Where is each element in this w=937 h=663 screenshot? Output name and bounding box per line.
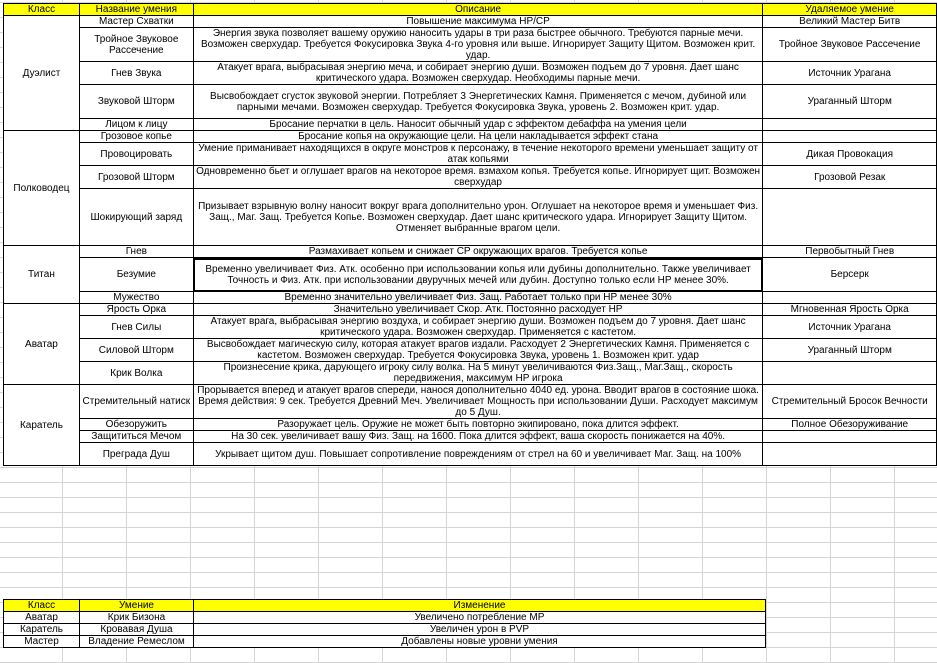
table-row — [4, 292, 937, 304]
header-row — [4, 600, 766, 612]
class-cell[interactable]: Аватар — [4, 304, 80, 385]
skills-removed-table — [3, 3, 937, 466]
header-change[interactable]: Изменение — [194, 600, 766, 612]
skills-changed-table — [3, 599, 766, 648]
table-row — [4, 304, 937, 316]
skill-cell[interactable]: Тройное Звуковое Рассечение — [79, 28, 193, 62]
removed-skill-cell[interactable] — [763, 119, 937, 131]
description-cell[interactable]: Призывает взрывную волну наносит вокруг врага дополнительно урон. Оглушает на некоторое время и уменьшает Физ. Защ., Маг. Защ. Требуется Копье. Возможен сверхудар. Дает шанс критического удара. Игнорирует Защиту Щитом. Отменяет выбранные врагом цели. — [193, 189, 763, 246]
description-cell[interactable]: Энергия звука позволяет вашему оружию наносить удары в три раза быстрее обычного. Требуются парные мечи. Возможен сверхудар. Требуется Фокусировка Звука 4-го уровня или выше. Игнорирует Защиту Щитом. Возможен крит. удар. — [193, 28, 763, 62]
table-row — [4, 85, 937, 119]
removed-skill-cell[interactable]: Грозовой Резак — [763, 166, 937, 189]
header-class[interactable]: Класс — [4, 4, 80, 16]
description-cell[interactable]: Временно увеличивает Физ. Атк. особенно при использовании копья или дубины дополнительно. Также увеличивает Точность и Физ. Атк. при использовании двуручных мечей или дубин. Доступно только если HP менее 30%. — [193, 258, 763, 292]
class-cell[interactable]: Титан — [4, 246, 80, 304]
description-cell[interactable]: Укрывает щитом душ. Повышает сопротивление повреждениям от стрел на 60 и увеличивает Маг. Защ. на 100% — [193, 443, 763, 466]
description-cell[interactable]: Высвобождает сгусток звуковой энергии. Потребляет 3 Энергетических Камня. Применяется с мечом, дубиной или парными мечами. Возможен сверхудар. Требуется Фокусировка Звука, уровень 2. Возможен крит. удар. — [193, 85, 763, 119]
removed-skill-cell[interactable] — [763, 431, 937, 443]
removed-skill-cell[interactable]: Великий Мастер Битв — [763, 16, 937, 28]
table-row — [4, 385, 937, 419]
removed-skill-cell[interactable] — [763, 362, 937, 385]
header-class[interactable]: Класс — [4, 600, 80, 612]
table-row — [4, 636, 766, 648]
description-cell[interactable]: Атакует врага, выбрасывая энергию воздуха, и собирает энергию души. Возможен подъем до 7 уровня. Дает шанс критического удара. Возможен сверхудар. Применяется с кастетом. — [193, 316, 763, 339]
removed-skill-cell[interactable] — [763, 292, 937, 304]
skill-cell[interactable]: Лицом к лицу — [79, 119, 193, 131]
removed-skill-cell[interactable] — [763, 189, 937, 246]
removed-skill-cell[interactable]: Полное Обезоруживание — [763, 419, 937, 431]
description-cell[interactable]: Значительно увеличивает Скор. Атк. Постоянно расходует HP — [193, 304, 763, 316]
removed-skill-cell[interactable]: Дикая Провокация — [763, 143, 937, 166]
description-cell[interactable]: Бросание копья на окружающие цели. На цели накладывается эффект стана — [193, 131, 763, 143]
class-cell[interactable]: Каратель — [4, 385, 80, 466]
table-row — [4, 624, 766, 636]
class-cell[interactable]: Каратель — [4, 624, 80, 636]
description-cell[interactable]: Высвобождает магическую силу, которая атакует врагов издали. Расходует 2 Энергетических Камня. Применяется с кастетом. Возможен сверхудар. Требуется Фокусировка Звука, уровень 1. Возможен крит. удар — [193, 339, 763, 362]
removed-skill-cell[interactable]: Мгновенная Ярость Орка — [763, 304, 937, 316]
class-cell[interactable]: Полководец — [4, 131, 80, 246]
skill-cell[interactable]: Гнев Силы — [79, 316, 193, 339]
skill-cell[interactable]: Шокирующий заряд — [79, 189, 193, 246]
description-cell[interactable]: Прорывается вперед и атакует врагов спереди, нанося дополнительно 4040 ед. урона. Вводит врагов в состояние шока. Время действия: 9 сек. Требуется Древний Меч. Увеличивает Мощность при использовании Души. Расходует максимум до 5 Душ. — [193, 385, 763, 419]
removed-skill-cell[interactable]: Источник Урагана — [763, 316, 937, 339]
description-cell[interactable]: Бросание перчатки в цель. Наносит обычный удар с эффектом дебаффа на умения цели — [193, 119, 763, 131]
table-row — [4, 131, 937, 143]
skill-cell[interactable]: Звуковой Шторм — [79, 85, 193, 119]
removed-skill-cell[interactable]: Первобытный Гнев — [763, 246, 937, 258]
table-row — [4, 119, 937, 131]
skill-cell[interactable]: Защититься Мечом — [79, 431, 193, 443]
skill-cell[interactable]: Крик Волка — [79, 362, 193, 385]
table-row — [4, 189, 937, 246]
removed-skill-cell[interactable]: Тройное Звуковое Рассечение — [763, 28, 937, 62]
header-skill[interactable]: Умение — [80, 600, 194, 612]
table-row — [4, 419, 937, 431]
table-row — [4, 431, 937, 443]
skill-cell[interactable]: Гнев Звука — [79, 62, 193, 85]
description-cell[interactable]: Атакует врага, выбрасывая энергию меча, и собирает энергию души. Возможен подъем до 7 уровня. Дает шанс критического удара. Возможен сверхудар. Необходимы парные мечи. — [193, 62, 763, 85]
table-row — [4, 166, 937, 189]
change-cell[interactable]: Увеличено потребление MP — [194, 612, 766, 624]
change-cell[interactable]: Добавлены новые уровни умения — [194, 636, 766, 648]
description-cell[interactable]: Размахивает копьем и снижает CP окружающих врагов. Требуется копье — [193, 246, 763, 258]
table-row — [4, 612, 766, 624]
class-cell[interactable]: Дуэлист — [4, 16, 80, 131]
removed-skill-cell[interactable]: Берсерк — [763, 258, 937, 292]
skill-cell[interactable]: Силовой Шторм — [79, 339, 193, 362]
table-row — [4, 316, 937, 339]
removed-skill-cell[interactable]: Ураганный Шторм — [763, 339, 937, 362]
removed-skill-cell[interactable] — [763, 131, 937, 143]
description-cell[interactable]: Произнесение крика, дарующего игроку силу волка. На 5 минут увеличиваются Физ.Защ., Маг.Защ., скорость передвижения, максимум HP игрока — [193, 362, 763, 385]
table-row — [4, 258, 937, 292]
table-row — [4, 28, 937, 62]
skill-cell[interactable]: Мужество — [79, 292, 193, 304]
header-description[interactable]: Описание — [193, 4, 763, 16]
skill-cell[interactable]: Преграда Душ — [79, 443, 193, 466]
skill-cell[interactable]: Ярость Орка — [79, 304, 193, 316]
skill-cell[interactable]: Грозовой Шторм — [79, 166, 193, 189]
class-cell[interactable]: Мастер — [4, 636, 80, 648]
table-row — [4, 339, 937, 362]
skill-cell[interactable]: Гнев — [79, 246, 193, 258]
description-cell[interactable]: Одновременно бьет и оглушает врагов на некоторое время. взмахом копья. Требуется копье. Игнорирует щит. Возможен сверхудар — [193, 166, 763, 189]
removed-skill-cell[interactable]: Источник Урагана — [763, 62, 937, 85]
table-row — [4, 443, 937, 466]
removed-skill-cell[interactable]: Ураганный Шторм — [763, 85, 937, 119]
description-cell[interactable]: На 30 сек. увеличивает вашу Физ. Защ. на 1600. Пока длится эффект, ваша скорость понижается на 40%. — [193, 431, 763, 443]
skill-cell[interactable]: Владение Ремеслом — [80, 636, 194, 648]
header-removed-skill[interactable]: Удаляемое умение — [763, 4, 937, 16]
table-row — [4, 62, 937, 85]
skill-cell[interactable]: Провоцировать — [79, 143, 193, 166]
table-row — [4, 143, 937, 166]
removed-skill-cell[interactable] — [763, 443, 937, 466]
description-cell[interactable]: Разоружает цель. Оружие не может быть повторно экипировано, пока длится эффект. — [193, 419, 763, 431]
description-cell[interactable]: Повышение максимума HP/CP — [193, 16, 763, 28]
skill-cell[interactable]: Мастер Схватки — [79, 16, 193, 28]
class-cell[interactable]: Аватар — [4, 612, 80, 624]
skill-cell[interactable]: Стремительный натиск — [79, 385, 193, 419]
skill-cell[interactable]: Безумие — [79, 258, 193, 292]
change-cell[interactable]: Увеличен урон в PVP — [194, 624, 766, 636]
skill-cell[interactable]: Обезоружить — [79, 419, 193, 431]
header-skill[interactable]: Название умения — [79, 4, 193, 16]
table-row — [4, 362, 937, 385]
removed-skill-cell[interactable]: Стремительный Бросок Вечности — [763, 385, 937, 419]
skill-cell[interactable]: Кровавая Душа — [80, 624, 194, 636]
description-cell[interactable]: Умение приманивает находящихся в округе монстров к персонажу, в течение некоторого времени уменьшает защиту от атак копьями — [193, 143, 763, 166]
skill-cell[interactable]: Грозовое копье — [79, 131, 193, 143]
header-row — [4, 4, 937, 16]
skill-cell[interactable]: Крик Бизона — [80, 612, 194, 624]
description-cell[interactable]: Временно значительно увеличивает Физ. Защ. Работает только при HP менее 30% — [193, 292, 763, 304]
table-row — [4, 16, 937, 28]
table-row — [4, 246, 937, 258]
